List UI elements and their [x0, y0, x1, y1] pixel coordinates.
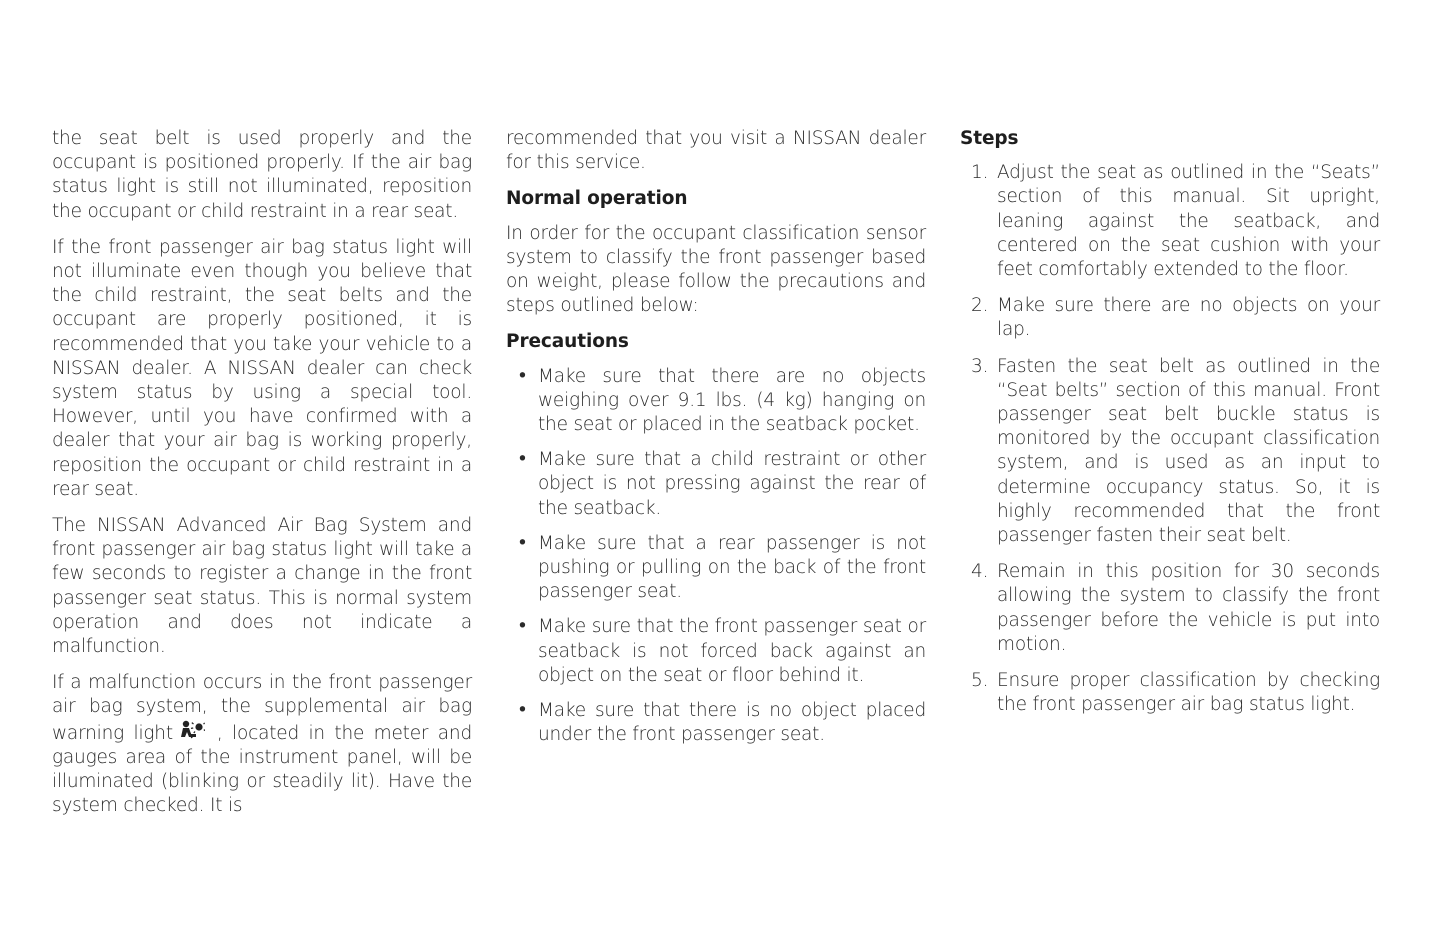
heading-precautions: Precautions — [506, 331, 629, 353]
precaution-text: Make sure that there are no objects weighing over 9.1 lbs. (4 kg) hanging on the seat or placed in the seatback pocket. — [538, 365, 926, 436]
step-item — [960, 560, 1380, 657]
column-middle — [506, 127, 926, 758]
malfunction-text-end: , located in the meter and gauges area of the instrument panel, will be illuminated (blinking or steadily lit). Have the system checked. It is — [52, 722, 472, 817]
malfunction-text-start: If a malfunction occurs in the front passenger air bag system, the supplemental air bag warning light — [52, 672, 472, 744]
precaution-item — [506, 615, 926, 688]
precaution-item — [506, 448, 926, 521]
step-item — [960, 294, 1380, 342]
step-text: Remain in this position for 30 seconds allowing the system to classify the front passenger before the vehicle is put into motion. — [997, 561, 1380, 655]
step-text: Fasten the seat belt as outlined in the “Seat belts” section of this manual. Front passenger seat belt buckle status is monitored by the occupant classification system, and is used as an input to determine occupancy status. So, it is highly recommended that the front passenger fasten their seat belt. — [997, 355, 1380, 547]
bullet-icon: • — [517, 365, 528, 387]
precaution-item — [506, 699, 926, 747]
bullet-icon: • — [517, 700, 528, 722]
paragraph-visit-dealer: recommended that you visit a NISSAN dealer for this service. — [506, 128, 926, 174]
precaution-text: Make sure that there is no object placed under the front passenger seat. — [538, 700, 926, 746]
step-number: 1. — [971, 162, 989, 184]
step-item — [960, 161, 1380, 282]
column-left — [52, 127, 472, 830]
precaution-text: Make sure that a rear passenger is not pushing or pulling on the back of the front passenger seat. — [538, 532, 926, 603]
precaution-item — [506, 365, 926, 438]
precautions-list — [506, 365, 926, 748]
paragraph-normal-operation: In order for the occupant classification sensor system to classify the front passenger based on weight, please follow the precautions and steps outlined below: — [506, 222, 926, 317]
step-text: Adjust the seat as outlined in the “Seats” section of this manual. Sit upright, leaning against the seatback, and centered on the seat cushion with your feet comfortably extended to the floor. — [997, 162, 1380, 281]
step-item — [960, 355, 1380, 549]
paragraph-seatbelt-positioning: the seat belt is used properly and the occupant is positioned properly. If the air bag status light is still not illuminated, reposition the occupant or child restraint in a rear seat. — [52, 128, 472, 222]
precaution-text: Make sure that the front passenger seat or seatback is not forced back against an object on the seat or floor behind it. — [538, 616, 926, 686]
step-text: Ensure proper classification by checking the front passenger air bag status light. — [997, 670, 1380, 716]
step-number: 3. — [971, 355, 989, 377]
step-number: 5. — [971, 670, 989, 692]
airbag-warning-icon — [179, 720, 205, 742]
paragraph-status-light-not-illuminate: If the front passenger air bag status light will not illuminate even though you believe that the child restraint, the seat belts and the occupant are properly positioned, it is recommended that you take your vehicle to a NISSAN dealer. A NISSAN dealer can check system status by using a special tool. However, until you have confirmed with a dealer that your air bag is working properly, reposition the occupant or child restraint in a rear seat. — [52, 236, 472, 500]
column-right — [960, 127, 1380, 729]
precaution-item — [506, 532, 926, 605]
step-item — [960, 669, 1380, 717]
step-number: 2. — [971, 295, 989, 317]
step-number: 4. — [971, 561, 989, 583]
heading-normal-operation: Normal operation — [506, 188, 688, 210]
heading-steps: Steps — [960, 128, 1019, 149]
precaution-text: Make sure that a child restraint or other object is not pressing against the rear of the seatback. — [538, 449, 926, 519]
bullet-icon: • — [517, 449, 528, 471]
step-text: Make sure there are no objects on your lap. — [997, 295, 1380, 341]
bullet-icon: • — [517, 616, 528, 638]
paragraph-advanced-airbag-system: The NISSAN Advanced Air Bag System and front passenger air bag status light will take a few seconds to register a change in the front passenger seat status. This is normal system operation and does not indicate a malfunction. — [52, 515, 472, 658]
steps-list — [960, 161, 1380, 717]
paragraph-malfunction — [52, 671, 472, 818]
bullet-icon: • — [517, 532, 528, 554]
